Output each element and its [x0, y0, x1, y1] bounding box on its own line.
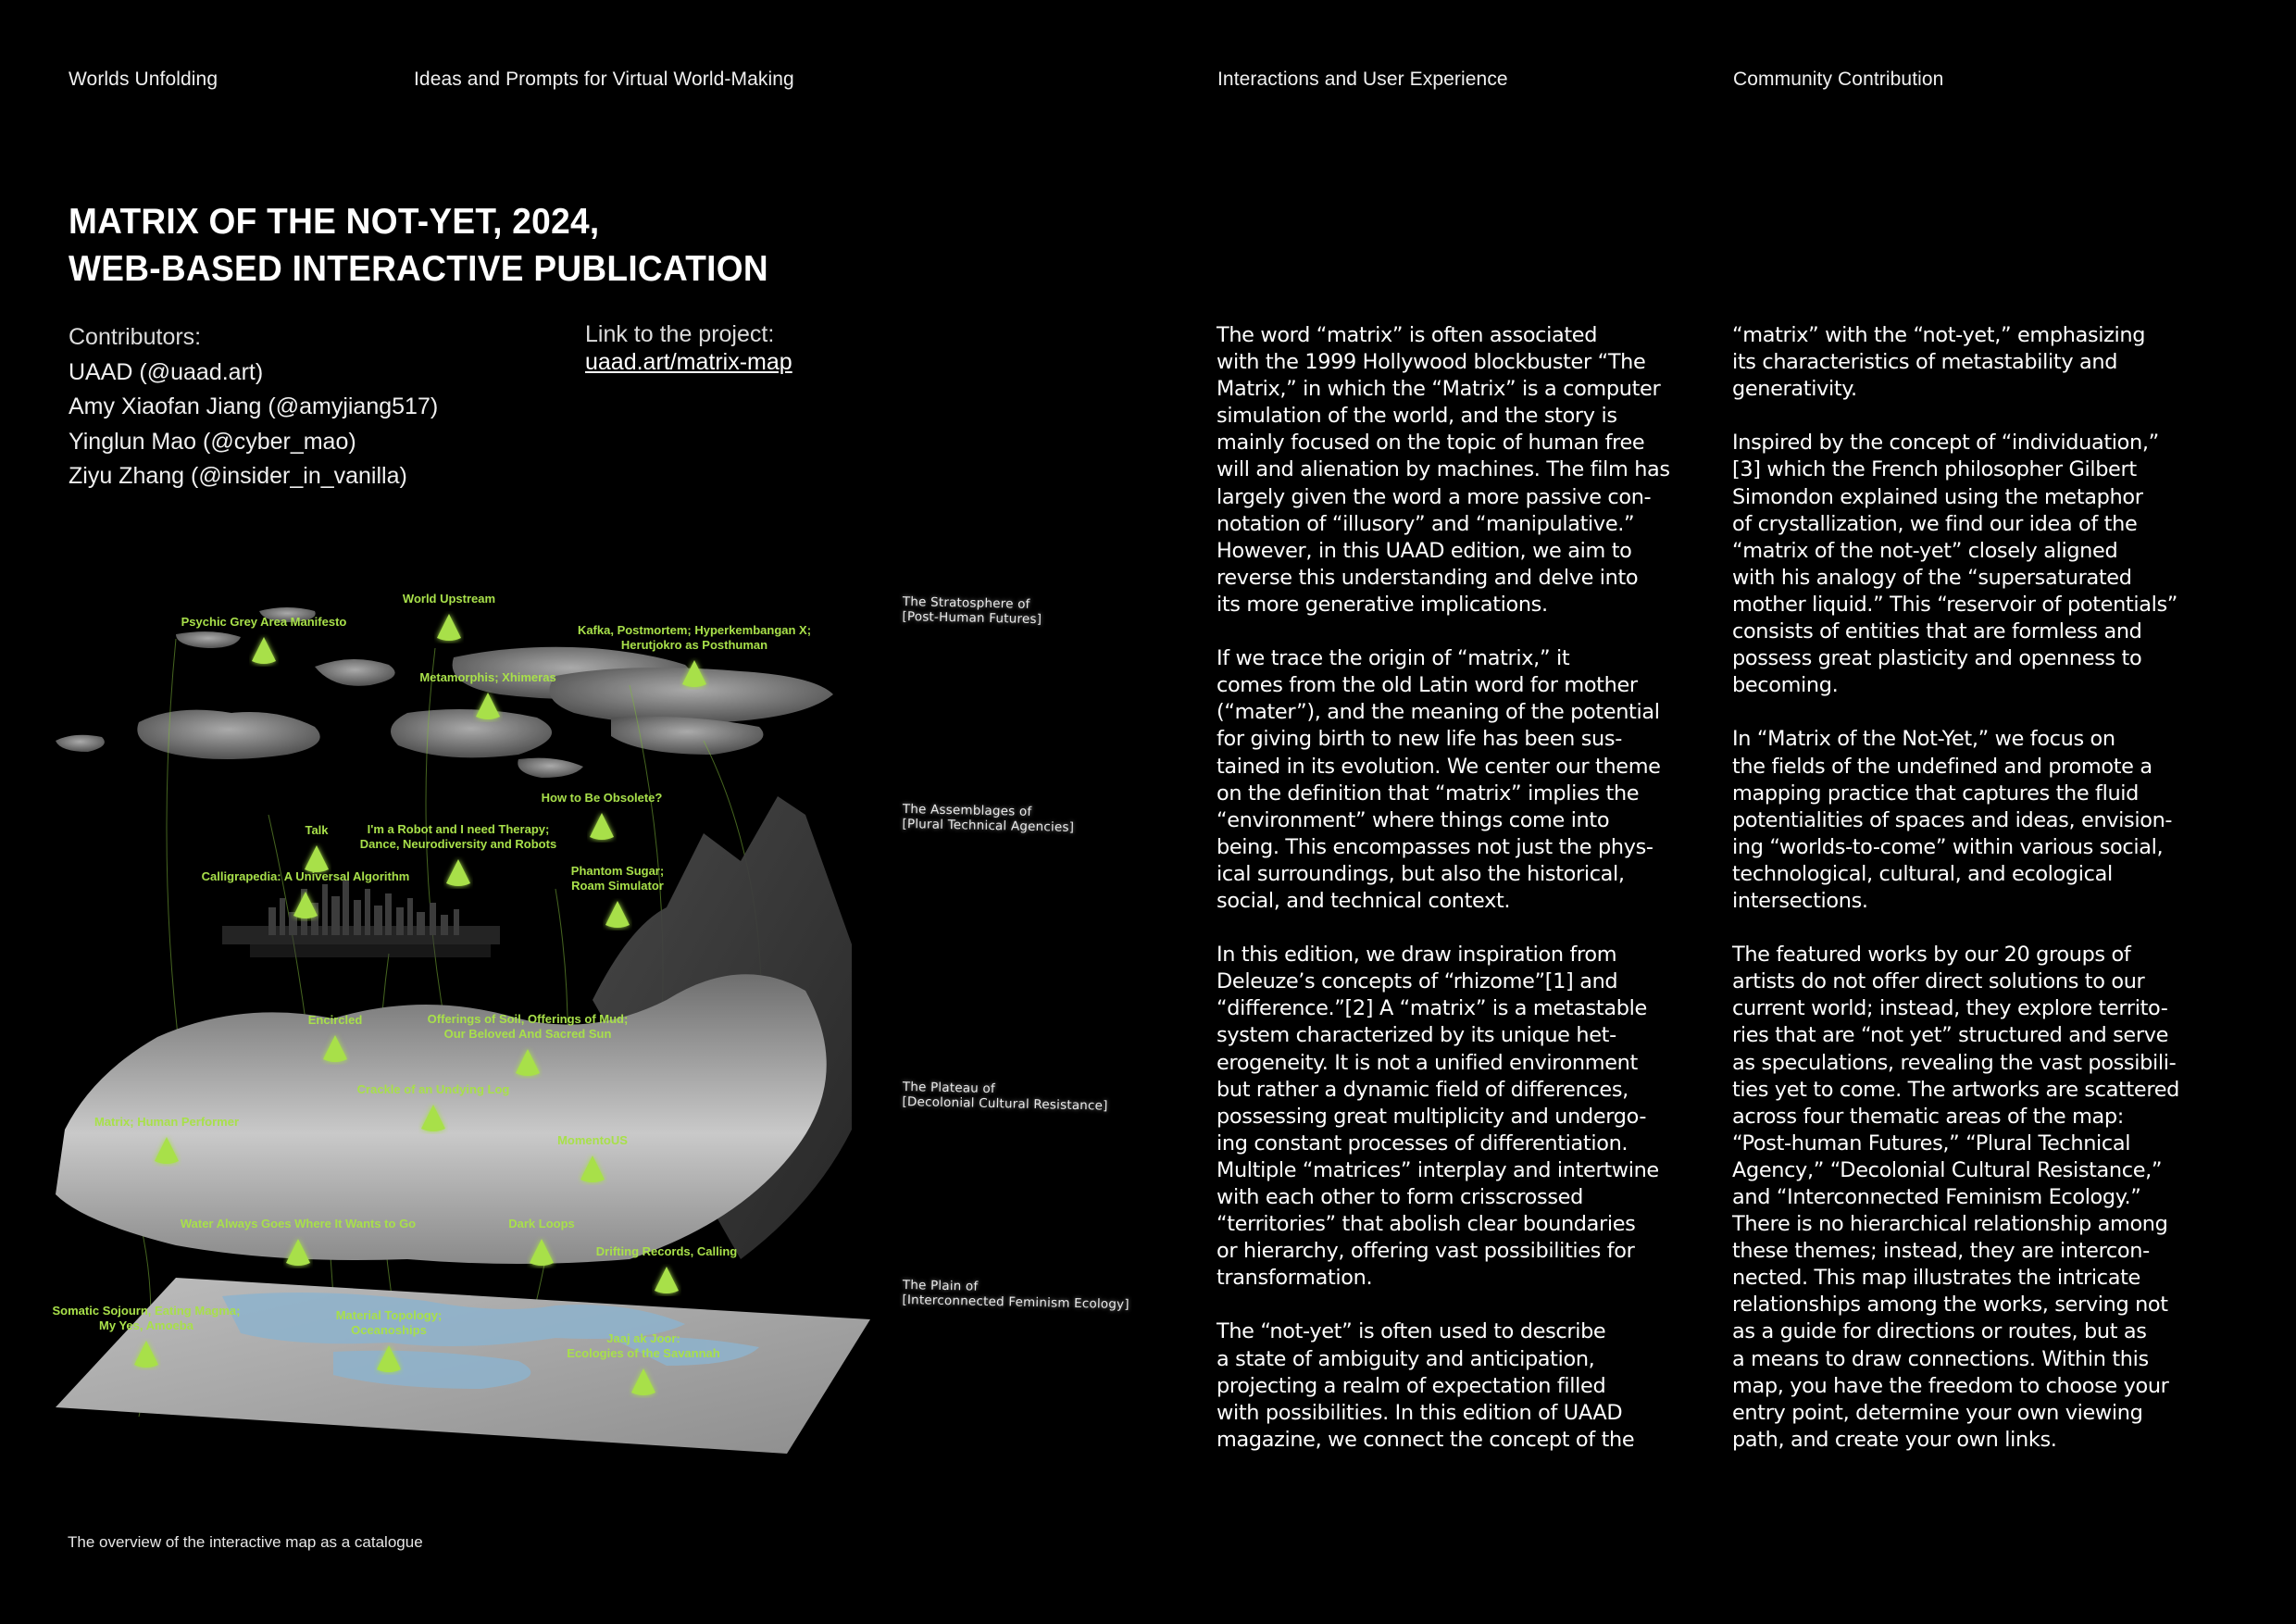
contributors-block	[69, 320, 438, 494]
layer-label-line: The Stratosphere of	[902, 594, 1030, 612]
artwork-label[interactable]	[578, 623, 811, 652]
artwork-label-line: MomentoUS	[557, 1133, 628, 1147]
assemblage-city	[222, 880, 500, 957]
artwork-label-line: Matrix; Human Performer	[94, 1115, 240, 1129]
artwork-label-line: Ecologies of the Savannah	[567, 1346, 720, 1360]
layer-label-line: The Plateau of	[902, 1080, 996, 1097]
artwork-cone-marker[interactable]	[252, 637, 276, 664]
artwork-label-line: Dance, Neurodiversity and Robots	[359, 837, 557, 851]
artwork-label-line: Our Beloved And Sacred Sun	[443, 1027, 612, 1041]
contributor-item: Ziyu Zhang (@insider_in_vanilla)	[69, 463, 407, 489]
body-paragraph: The word “matrix” is often associated with the 1999 Hollywood blockbuster “The Matrix,” in which the “Matrix” is a computer simulation of the world, and the story is mainly focused on the topic of human free will and alienation by machines. The film has largely given the word a more passive con- notation of “illusory” and “manipulative.” However, in this UAAD edition, we aim to reverse this understanding and delve into its more generative implications.	[1217, 323, 1670, 617]
header-nav-community[interactable]: Community Contribution	[1733, 69, 1944, 90]
body-column-2	[1732, 322, 2251, 1480]
artwork-cone-marker[interactable]	[590, 813, 614, 840]
body-paragraph: “matrix” with the “not-yet,” emphasizing its characteristics of metastability and generativity.	[1732, 323, 2146, 402]
contributor-item: Yinglun Mao (@cyber_mao)	[69, 428, 356, 455]
artwork-label-line: Material Topology;	[335, 1308, 443, 1322]
project-link-label: Link to the project:	[585, 321, 775, 347]
contributor-item: UAAD (@uaad.art)	[69, 358, 264, 385]
layer-label-line: [Post-Human Futures]	[902, 608, 1042, 628]
artwork-label-line: Calligrapedia: A Universal Algorithm	[201, 869, 410, 883]
artwork-label-line: Kafka, Postmortem; Hyperkembangan X;	[577, 623, 812, 637]
header-nav-ideas-prompts[interactable]: Ideas and Prompts for Virtual World-Making	[414, 69, 794, 90]
layer-label-assemblages	[902, 802, 1074, 835]
layer-label-line: The Assemblages of	[902, 802, 1032, 819]
artwork-label-line: Dark Loops	[508, 1217, 575, 1230]
artwork-label-line: Jaaj ak Joor:	[606, 1331, 680, 1345]
artwork-label[interactable]	[357, 1082, 510, 1096]
artwork-cone-marker[interactable]	[476, 693, 500, 719]
project-link[interactable]: uaad.art/matrix-map	[585, 349, 792, 375]
header-nav-interactions[interactable]: Interactions and User Experience	[1217, 69, 1508, 90]
artwork-label[interactable]	[428, 1012, 629, 1041]
artwork-label[interactable]	[202, 869, 410, 883]
figure-caption: The overview of the interactive map as a catalogue	[68, 1533, 423, 1551]
artwork-label-line: Herutjokro as Posthuman	[620, 638, 768, 652]
artwork-cone-marker[interactable]	[655, 1267, 679, 1293]
artwork-cone-marker[interactable]	[305, 845, 329, 872]
artwork-label-line: Somatic Sojourn, Eating Magma;	[52, 1304, 241, 1318]
artwork-cone-marker[interactable]	[605, 901, 630, 928]
artwork-label[interactable]	[181, 615, 347, 629]
artwork-label[interactable]	[557, 1133, 628, 1147]
artwork-label-line: How to Be Obsolete?	[541, 791, 663, 805]
artwork-label-line: World Upstream	[402, 592, 496, 606]
artwork-label-line: I'm a Robot and I need Therapy;	[367, 822, 550, 836]
artwork-label[interactable]	[596, 1244, 737, 1258]
contributors-label: Contributors:	[69, 324, 202, 350]
artwork-label[interactable]	[308, 1013, 363, 1027]
artwork-label[interactable]	[571, 864, 664, 893]
layer-label-line: [Interconnected Feminism Ecology]	[902, 1292, 1129, 1313]
artwork-label-line: Metamorphis; Xhimeras	[419, 670, 556, 684]
artwork-label-line: My Yes, Amoeba	[99, 1318, 193, 1332]
layer-label-plain	[902, 1278, 1129, 1312]
body-paragraph: In this edition, we draw inspiration from Deleuze’s concepts of “rhizome”[1] and “difference.”[2] A “matrix” is a metastable system characterized by its unique het- erogeneity. It is not a unified environment but rather a dynamic field of differences, possessing great multiplicity and undergo- ing constant processes of differentiation. Multiple “matrices” interplay and intertwine with each other to form crisscrossed “territories” that abolish clear boundaries or hierarchy, offering vast possibilities for transformation.	[1217, 943, 1659, 1291]
layer-label-plateau	[902, 1080, 1108, 1114]
artwork-label[interactable]	[403, 592, 495, 606]
artwork-label-line: Talk	[305, 823, 329, 837]
artwork-label-line: Water Always Goes Where It Wants to Go	[180, 1217, 417, 1230]
artwork-label[interactable]	[542, 791, 663, 805]
artwork-cone-marker[interactable]	[437, 614, 461, 641]
artwork-label[interactable]	[181, 1217, 416, 1230]
body-paragraph: If we trace the origin of “matrix,” it comes from the old Latin word for mother (“mater”), and the meaning of the potential for giving birth to new life has been sus- tained in its evolution. We center our theme on the definition that “matrix” implies the “environment” where things come into being. This encompasses not just the phys- ical surroundings, but also the historical, social, and technical context.	[1217, 646, 1661, 913]
layer-label-line: The Plain of	[902, 1278, 979, 1294]
body-paragraph: The “not-yet” is often used to describe a state of ambiguity and anticipation, projecting a realm of expectation filled with possibilities. In this edition of UAAD magazine, we connect the concept of the	[1217, 1319, 1635, 1452]
header-nav-worlds-unfolding[interactable]: Worlds Unfolding	[69, 69, 218, 90]
body-paragraph: In “Matrix of the Not-Yet,” we focus on the fields of the undefined and promote a mapping practice that captures the fluid potentialities of spaces and ideas, envision- ing “worlds-to-come” within various social, technological, cultural, and ecological intersections.	[1732, 727, 2173, 913]
artwork-label[interactable]	[94, 1115, 239, 1129]
page-title-line-2: WEB-BASED INTERACTIVE PUBLICATION	[69, 249, 768, 289]
page-title-line-1: MATRIX OF THE NOT-YET, 2024,	[69, 202, 600, 242]
artwork-label-line: Psychic Grey Area Manifesto	[181, 615, 347, 629]
interactive-map-illustration	[37, 556, 889, 1481]
artwork-label-line: Roam Simulator	[571, 879, 664, 893]
artwork-label[interactable]	[305, 823, 329, 837]
artwork-label-line: Phantom Sugar;	[570, 864, 665, 878]
artwork-cone-marker[interactable]	[446, 859, 470, 886]
artwork-label[interactable]	[336, 1308, 443, 1337]
contributor-item: Amy Xiaofan Jiang (@amyjiang517)	[69, 394, 439, 419]
body-paragraph: The featured works by our 20 groups of artists do not offer direct solutions to our current world; instead, they explore territo- ries that are “not yet” structured and serve as speculations, revealing the vast possibili- ties yet to come. The artworks are scattered across four thematic areas of the map: “Post-human Futures,” “Plural Technical Agency,” “Decolonial Cultural Resistance,” and “Interconnected Feminism Ecology.” There is no hierarchical relationship among these themes; instead, they are intercon- nected. This map illustrates the intricate relationships among the works, serving not as a guide for directions or routes, but as a means to draw connections. Within this map, you have the freedom to choose your entry point, determine your own viewing path, and create your own links.	[1732, 943, 2179, 1452]
artwork-label-line: Encircled	[307, 1013, 363, 1027]
artwork-label[interactable]	[419, 670, 555, 684]
artwork-label[interactable]	[360, 822, 556, 851]
layer-label-stratosphere	[902, 594, 1042, 627]
layer-label-line: [Plural Technical Agencies]	[902, 816, 1075, 835]
body-paragraph: Inspired by the concept of “individuation,” [3] which the French philosopher Gilbert Simondon explained using the metaphor of crystallization, we find our idea of the “matrix of the not-yet” closely aligned with his analogy of the “supersaturated mother liquid.” This “reservoir of potentials” consists of entities that are formless and possess great plasticity and openness to becoming.	[1732, 431, 2178, 698]
page-title	[69, 198, 768, 293]
artwork-label-line: Crackle of an Undying Log	[356, 1082, 510, 1096]
artwork-label-line: Drifting Records, Calling	[595, 1244, 738, 1258]
body-column-1	[1217, 322, 1735, 1480]
artwork-label-line: Offerings of Soil, Offerings of Mud;	[427, 1012, 629, 1026]
artwork-label-line: Oceanoships	[351, 1323, 427, 1337]
layer-label-line: [Decolonial Cultural Resistance]	[902, 1093, 1108, 1114]
project-link-block	[585, 320, 792, 376]
artwork-label[interactable]	[508, 1217, 575, 1230]
